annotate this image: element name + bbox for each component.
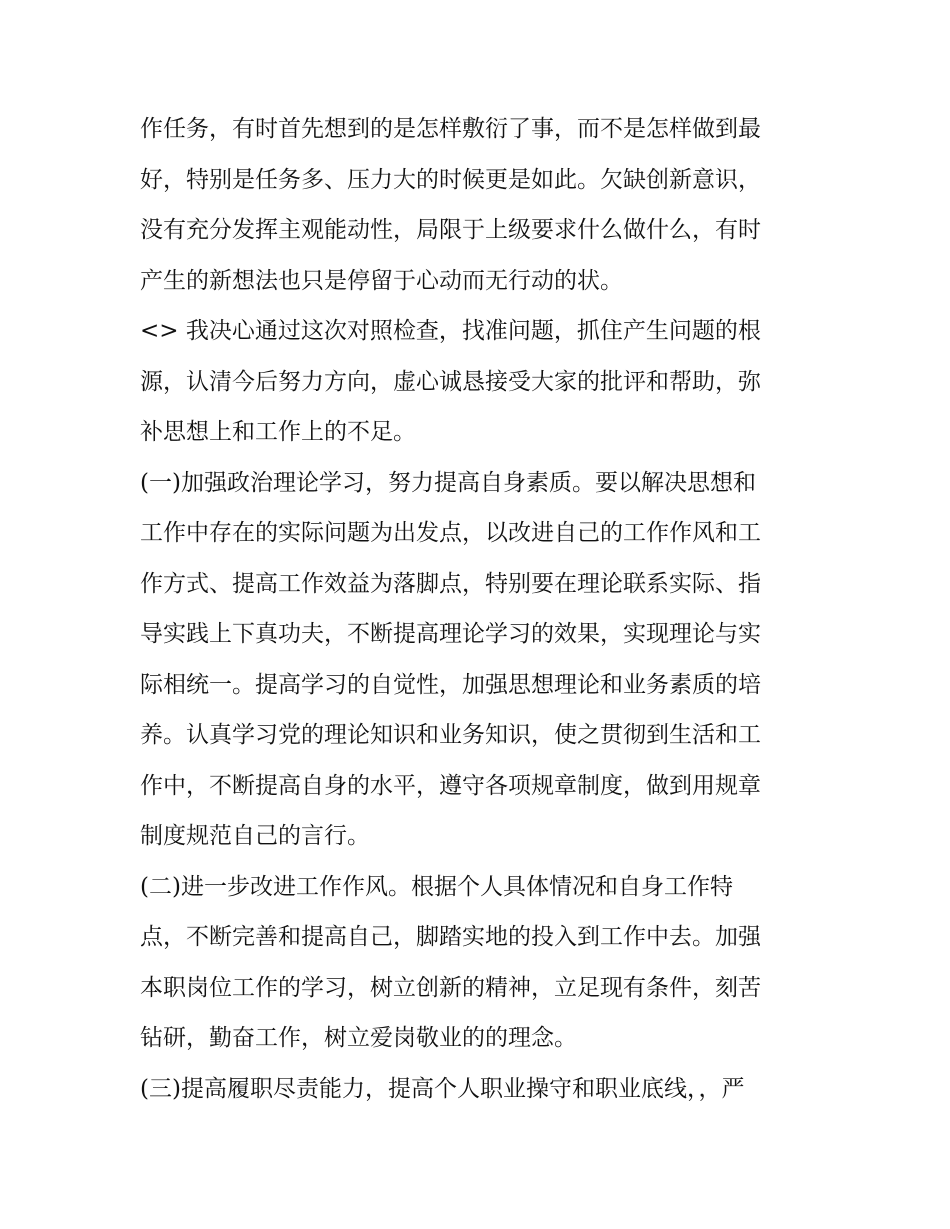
text-line: (二)进一步改进工作作风。根据个人具体情况和自身工作特 — [140, 873, 733, 900]
text-line: 补思想上和工作上的不足。 — [140, 419, 416, 445]
text-line: 没有充分发挥主观能动性，局限于上级要求什么做什么，有时 — [140, 217, 761, 243]
text-line: 作中，不断提高自身的水平，遵守各项规章制度，做到用规章 — [140, 772, 761, 799]
text-line: 源，认清今后努力方向，虚心诚恳接受大家的批评和帮助，弥 — [140, 368, 761, 395]
text-line: (一)加强政治理论学习，努力提高自身素质。要以解决思想和 — [140, 469, 756, 496]
text-line: <> 我决心通过这次对照检查，找准问题，抓住产生问题的根 — [140, 318, 761, 344]
text-line: 钻研，勤奋工作，树立爱岗敬业的的理念。 — [140, 1025, 577, 1051]
text-line: 本职岗位工作的学习，树立创新的精神，立足现有条件，刻苦 — [140, 974, 761, 1001]
text-line: 制度规范自己的言行。 — [140, 823, 370, 849]
document-body — [140, 104, 820, 1114]
text-line: (三)提高履职尽责能力，提高个人职业操守和职业底线，，严 — [140, 1075, 745, 1102]
text-line: 作任务，有时首先想到的是怎样敷衍了事，而不是怎样做到最 — [140, 116, 761, 142]
text-line: 养。认真学习党的理论知识和业务知识，使之贯彻到生活和工 — [140, 722, 761, 748]
text-line: 际相统一。提高学习的自觉性，加强思想理论和业务素质的培 — [140, 671, 761, 698]
text-line: 点，不断完善和提高自己，脚踏实地的投入到工作中去。加强 — [140, 924, 761, 950]
text-line: 产生的新想法也只是停留于心动而无行动的状。 — [140, 267, 623, 294]
text-line: 作方式、提高工作效益为落脚点，特别要在理论联系实际、指 — [140, 570, 761, 597]
text-line: 导实践上下真功夫，不断提高理论学习的效果，实现理论与实 — [140, 621, 761, 647]
text-line: 好，特别是任务多、压力大的时候更是如此。欠缺创新意识， — [140, 166, 761, 193]
text-line: 工作中存在的实际问题为出发点，以改进自己的工作作风和工 — [140, 520, 761, 546]
